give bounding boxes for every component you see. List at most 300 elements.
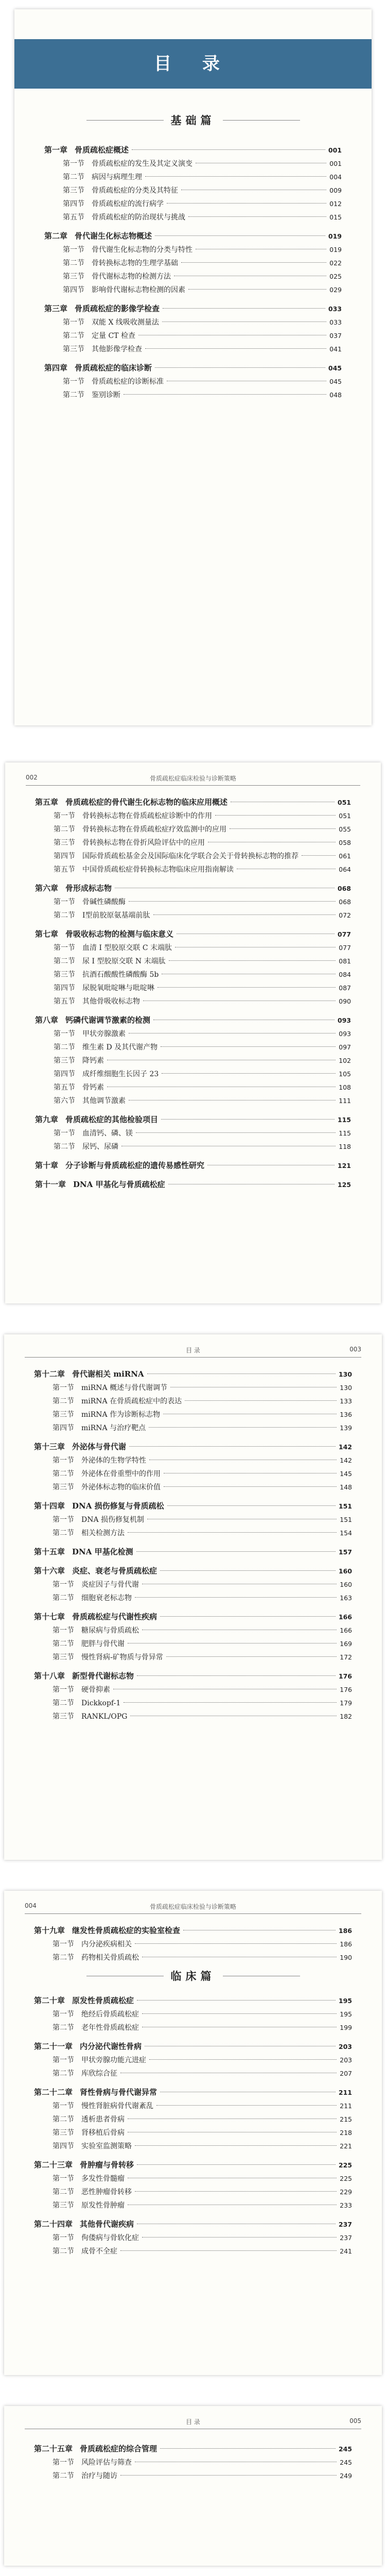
toc-section-entry (44, 211, 342, 224)
toc-leader (188, 216, 326, 217)
toc-number: 第十七章 (34, 1612, 65, 1621)
toc-section-entry (34, 2245, 352, 2258)
toc-title: 尿钙、尿磷 (82, 1143, 118, 1151)
toc-section-entry (34, 1697, 352, 1710)
toc-leader (129, 1446, 336, 1447)
toc-section-entry (34, 2054, 352, 2067)
part-title: 基础篇 (170, 114, 216, 127)
toc-section-entry (44, 343, 342, 356)
toc-page-number: 160 (340, 1581, 352, 1588)
toc-leader (135, 1597, 337, 1598)
toc-number: 第二节 (54, 911, 75, 920)
toc-title: 骨转换标志物的生理学基础 (92, 259, 178, 267)
toc-page-number: 199 (340, 2024, 352, 2031)
toc-title: 肥胖与骨代谢 (81, 1640, 125, 1648)
toc-number: 第五章 (35, 798, 59, 807)
toc-chapter-entry (34, 1440, 352, 1454)
toc-page-number: 025 (329, 273, 342, 280)
toc-number: 第二节 (54, 825, 75, 834)
toc-section-entry (35, 1140, 351, 1154)
toc-page-number: 249 (340, 2472, 352, 2480)
paper-sheet (4, 2406, 382, 2566)
toc-number: 第四节 (54, 984, 75, 992)
toc-page-number: 157 (338, 1548, 352, 1556)
toc-page-number: 115 (337, 1116, 351, 1124)
toc-title: DNA 损伤修复与骨质疏松 (72, 1501, 164, 1511)
toc-title: 外泌体标志物的临床价值 (81, 1483, 161, 1492)
toc-title: 骨转换标志物在骨质疏松症诊断中的作用 (82, 812, 212, 820)
toc-number: 第二十三章 (34, 2160, 73, 2170)
toc-page-number: 115 (339, 1129, 351, 1137)
toc-section-entry (35, 823, 351, 836)
toc-number: 第三节 (52, 2201, 74, 2210)
toc-title: 鉴别诊断 (92, 391, 120, 399)
toc-section-entry (35, 968, 351, 981)
toc-title: 骨质疏松症的发生及其定义演变 (92, 160, 192, 168)
toc-list (35, 790, 351, 1192)
toc-section-entry (34, 2113, 352, 2126)
toc-number: 第一节 (52, 1581, 74, 1589)
toc-number: 第四节 (54, 852, 75, 860)
toc-number: 第一节 (52, 1456, 74, 1465)
toc-list (34, 1989, 352, 2258)
toc-number: 第一节 (52, 1626, 74, 1635)
toc-number: 第二节 (52, 2024, 74, 2032)
toc-title: 糖尿病与骨质疏松 (81, 1626, 139, 1635)
toc-page-number: 087 (339, 984, 351, 992)
toc-title: 定量 CT 检查 (92, 332, 135, 340)
toc-list (44, 138, 342, 402)
toc-leader (156, 2105, 337, 2106)
toc-title: miRNA 作为诊断标志物 (81, 1411, 161, 1419)
toc-section-entry (34, 1578, 352, 1591)
toc-list (34, 1919, 352, 1964)
toc-number: 第二节 (54, 1043, 75, 1052)
toc-section-entry (34, 1421, 352, 1435)
toc-number: 第十六章 (34, 1566, 65, 1575)
toc-leader (136, 1551, 336, 1552)
toc-title: 成骨不全症 (81, 2247, 117, 2256)
toc-page-number: 176 (340, 1686, 352, 1693)
toc-section-entry (35, 995, 351, 1008)
toc-number: 第二章 (44, 231, 68, 241)
toc-number: 第三节 (54, 1057, 75, 1065)
toc-chapter-entry (35, 795, 351, 809)
toc-number: 第十三章 (34, 1442, 65, 1451)
toc-chapter-entry (35, 1159, 351, 1173)
toc-section-entry (44, 197, 342, 211)
toc-page-number: 041 (329, 345, 342, 353)
toc-number: 第十五章 (34, 1547, 65, 1556)
toc-number: 第一章 (44, 145, 68, 155)
toc-page-number: 001 (329, 160, 342, 167)
toc-page-number: 064 (339, 866, 351, 873)
toc-leader (157, 987, 336, 988)
toc-page-number: 045 (328, 364, 342, 372)
toc-leader (166, 1656, 337, 1657)
toc-title: 骨代谢标志物的检测方法 (92, 273, 171, 281)
toc-title: 内分泌疾病相关 (81, 1940, 132, 1948)
toc-page-number: 081 (339, 957, 351, 965)
toc-number: 第二节 (52, 2115, 74, 2124)
toc-number: 第一节 (52, 1940, 74, 1948)
toc-title: 多发性骨髓瘤 (81, 2175, 125, 2183)
toc-section-entry (35, 941, 351, 955)
toc-number: 第二节 (63, 173, 84, 181)
toc-leader (162, 1073, 336, 1074)
toc-title: 骨质疏松症的影像学检查 (75, 304, 160, 313)
toc-number: 第十一章 (35, 1180, 66, 1189)
toc-number: 第四章 (44, 363, 68, 372)
toc-title: 炎症因子与骨代谢 (81, 1581, 139, 1589)
toc-section-entry (34, 1481, 352, 1494)
toc-page-5 (0, 2401, 386, 2571)
toc-page-number: 045 (329, 378, 342, 385)
toc-leader (155, 367, 325, 368)
toc-chapter-entry (35, 927, 351, 941)
toc-leader (164, 1486, 337, 1487)
toc-title: 佝偻病与骨软化症 (81, 2234, 139, 2242)
toc-leader (155, 235, 325, 236)
toc-page-number: 211 (338, 2089, 352, 2096)
toc-number: 第二十二章 (34, 2088, 73, 2097)
toc-leader (302, 855, 336, 856)
toc-title: 实验室监测策略 (81, 2142, 132, 2150)
toc-page-number: 211 (340, 2102, 352, 2110)
toc-title: 慢性肾病-矿物质与骨异常 (81, 1653, 163, 1662)
toc-number: 第二节 (63, 391, 84, 399)
toc-section-entry (44, 270, 342, 283)
toc-leader (153, 914, 336, 915)
toc-leader (215, 815, 336, 816)
toc-chapter-entry (34, 1564, 352, 1578)
page-folio: 002 (26, 774, 38, 781)
toc-page-number: 176 (338, 1672, 352, 1680)
toc-page-number: 221 (340, 2142, 352, 2150)
toc-title: 新型骨代谢标志物 (72, 1671, 134, 1681)
toc-section-entry (34, 1938, 352, 1951)
toc-section-entry (34, 1467, 352, 1481)
toc-number: 第二节 (52, 2070, 74, 2078)
toc-title: 风险评估与筛查 (81, 2459, 132, 2467)
toc-chapter-entry (34, 1545, 352, 1559)
toc-title: 血清钙、磷、镁 (82, 1129, 133, 1138)
toc-leader (163, 308, 325, 309)
toc-number: 第二节 (63, 332, 84, 340)
toc-page-number: 048 (329, 391, 342, 399)
toc-section-entry (34, 2140, 352, 2153)
toc-page-number: 151 (340, 1516, 352, 1523)
toc-title: 骨质疏松症的流行病学 (92, 200, 164, 208)
toc-section-entry (35, 850, 351, 863)
toc-section-entry (35, 895, 351, 909)
toc-number: 第九章 (35, 1115, 59, 1124)
toc-chapter-entry (34, 2086, 352, 2099)
toc-page-number: 019 (328, 232, 342, 240)
toc-leader (135, 1943, 337, 1944)
toc-section-entry (44, 184, 342, 197)
toc-title: 病因与病理生理 (92, 173, 142, 181)
toc-section-entry (44, 375, 342, 388)
toc-page-number: 179 (340, 1699, 352, 1707)
toc-number: 第一节 (63, 246, 84, 254)
part-heading-clinical (4, 1968, 382, 1984)
toc-leader (137, 1675, 336, 1676)
toc-chapter-entry (34, 1669, 352, 1683)
toc-page-number: 058 (339, 839, 351, 846)
toc-page-number: 012 (329, 200, 342, 208)
toc-number: 第十九章 (34, 1926, 65, 1935)
toc-number: 第十八章 (34, 1671, 65, 1681)
toc-page-number: 195 (340, 2010, 352, 2018)
toc-title: DNA 损伤修复机制 (81, 1516, 145, 1524)
toc-number: 第三节 (52, 2129, 74, 2137)
toc-section-entry (35, 836, 351, 850)
toc-number: 第三节 (52, 1713, 74, 1721)
toc-section-entry (34, 2456, 352, 2469)
toc-title: 老年性骨质疏松症 (81, 2024, 139, 2032)
toc-page-4 (0, 1886, 386, 2380)
toc-page-number: 061 (339, 852, 351, 860)
toc-page-number: 241 (340, 2247, 352, 2255)
toc-number: 第二节 (63, 259, 84, 267)
toc-number: 第三节 (63, 187, 84, 195)
toc-number: 第三节 (54, 971, 75, 979)
toc-section-entry (35, 1081, 351, 1094)
toc-page-number: 142 (338, 1443, 352, 1451)
toc-title: 外泌体的生物学特性 (81, 1456, 146, 1465)
toc-section-entry (34, 1951, 352, 1964)
toc-leader (129, 901, 336, 902)
toc-title: 硬骨抑素 (81, 1686, 110, 1694)
toc-section-entry (34, 2099, 352, 2113)
toc-title: 恶性肿瘤骨转移 (81, 2188, 132, 2196)
toc-section-entry (35, 955, 351, 968)
toc-number: 第十章 (35, 1161, 59, 1170)
toc-section-entry (34, 2172, 352, 2185)
toc-page-number: 130 (340, 1384, 352, 1392)
toc-number: 第一节 (52, 2010, 74, 2019)
toc-number: 第五节 (54, 997, 75, 1006)
toc-page-number: 154 (340, 1529, 352, 1537)
paper-sheet (5, 762, 381, 1303)
toc-section-entry (34, 1408, 352, 1421)
toc-title: 骨转换标志物在骨折风险评估中的应用 (82, 839, 205, 847)
toc-title: 透析患者骨病 (81, 2115, 125, 2124)
toc-title: 骨质疏松症的诊断标准 (92, 378, 164, 386)
toc-page-number: 215 (340, 2115, 352, 2123)
toc-leader (128, 1532, 337, 1533)
toc-chapter-entry (35, 1178, 351, 1192)
toc-title: 骨质疏松症的分类及其特征 (92, 187, 178, 195)
toc-page-number: 051 (337, 799, 351, 806)
toc-title: 骨代谢生化标志物概述 (75, 231, 152, 241)
toc-page-3 (0, 1329, 386, 1865)
toc-leader (135, 2145, 337, 2146)
toc-section-entry (35, 809, 351, 823)
toc-page-number: 151 (338, 1502, 352, 1510)
toc-title: 影响骨代谢标志物检测的因素 (92, 286, 185, 294)
toc-number: 第三节 (52, 1411, 74, 1419)
toc-title: miRNA 与治疗靶点 (81, 1424, 146, 1432)
toc-leader (136, 1132, 336, 1133)
toc-page-number: 139 (340, 1424, 352, 1432)
toc-title: 内分泌代谢性骨病 (80, 2042, 142, 2051)
toc-title: 继发性骨质疏松症的实验室检查 (72, 1926, 181, 1935)
toc-page-number: 108 (339, 1083, 351, 1091)
toc-page-number: 051 (339, 812, 351, 820)
toc-number: 第一节 (52, 2459, 74, 2467)
toc-section-entry (34, 1454, 352, 1467)
toc-section-entry (44, 316, 342, 329)
toc-section-entry (34, 1395, 352, 1408)
toc-page-number: 102 (339, 1057, 351, 1064)
toc-number: 第二十章 (34, 1996, 65, 2005)
toc-page-number: 090 (339, 997, 351, 1005)
toc-number: 第二节 (52, 1397, 74, 1405)
toc-chapter-entry (34, 1367, 352, 1381)
toc-page-2 (0, 757, 386, 1309)
toc-section-entry (35, 909, 351, 922)
running-head: 骨质疏松症临床检验与诊断策略 (149, 1903, 236, 1910)
toc-page-number: 148 (340, 1483, 352, 1491)
toc-section-entry (44, 171, 342, 184)
toc-leader (135, 2191, 337, 2192)
toc-page-number: 160 (338, 1567, 352, 1575)
toc-title: 肾性骨病与骨代谢异常 (80, 2088, 157, 2097)
toc-page-number: 166 (338, 1613, 352, 1621)
toc-number: 第三节 (63, 345, 84, 353)
toc-title: 慢性肾脏病骨代谢紊乱 (81, 2102, 153, 2110)
toc-number: 第一节 (52, 2056, 74, 2064)
toc-title: 库欣综合征 (81, 2070, 117, 2078)
toc-title: 细胞衰老标志物 (81, 1594, 132, 1602)
toc-section-entry (34, 1591, 352, 1605)
toc-title: 维生素 D 及其代谢产物 (82, 1043, 158, 1052)
toc-section-entry (44, 157, 342, 171)
toc-section-entry (34, 1710, 352, 1723)
toc-number: 第十二章 (34, 1369, 65, 1379)
toc-page-number: 190 (340, 1954, 352, 1961)
toc-page-number: 130 (338, 1370, 352, 1378)
toc-number: 第四节 (52, 2142, 74, 2150)
toc-title: 分子诊断与骨质疏松症的遗传易感性研究 (65, 1161, 205, 1170)
toc-page-number: 015 (329, 213, 342, 221)
toc-title: 成纤维细胞生长因子 23 (82, 1070, 159, 1078)
toc-number: 第四节 (54, 1070, 75, 1078)
paper-sheet (4, 1334, 382, 1860)
toc-leader (230, 828, 336, 829)
toc-heading: 目 录 (154, 54, 232, 74)
toc-page-number: 225 (338, 2161, 352, 2169)
toc-leader (161, 1046, 336, 1047)
toc-title: 其他骨代谢疾病 (80, 2219, 134, 2229)
toc-section-entry (34, 2126, 352, 2140)
toc-chapter-entry (44, 302, 342, 316)
toc-page-number: 207 (340, 2070, 352, 2077)
toc-number: 第二节 (52, 2247, 74, 2256)
toc-leader (120, 2475, 337, 2476)
toc-title: 其他骨吸收标志物 (82, 997, 140, 1006)
toc-leader (120, 2250, 337, 2251)
toc-chapter-entry (44, 143, 342, 157)
toc-title: 治疗与随访 (81, 2472, 117, 2480)
toc-page-number: 105 (339, 1070, 351, 1078)
toc-number: 第二节 (54, 1143, 75, 1151)
toc-leader (149, 2059, 337, 2060)
toc-title: 尿脱氧吡啶啉与吡啶啉 (82, 984, 154, 992)
toc-title: 双能 X 线吸收测量法 (92, 318, 159, 327)
toc-page-number: 218 (340, 2129, 352, 2137)
toc-number: 第一节 (52, 1516, 74, 1524)
toc-number: 第一节 (63, 378, 84, 386)
toc-leader (160, 1616, 336, 1617)
toc-number: 第一节 (52, 1384, 74, 1392)
toc-leader (167, 1505, 336, 1506)
toc-section-entry (44, 329, 342, 343)
toc-title: 骨吸收标志物的检测与临床意义 (65, 929, 174, 939)
toc-page-number: 093 (339, 1030, 351, 1038)
toc-number: 第一节 (54, 812, 75, 820)
toc-leader (137, 2164, 336, 2165)
toc-title: 骨钙素 (82, 1083, 104, 1092)
toc-title: 药物相关骨质疏松 (81, 1954, 139, 1962)
toc-leader (167, 203, 326, 204)
toc-page-number: 145 (340, 1470, 352, 1478)
toc-page-number: 072 (339, 911, 351, 919)
toc-title: 甲状旁腺激素 (82, 1030, 126, 1038)
toc-title: 外泌体在骨重塑中的作用 (81, 1470, 161, 1478)
toc-page-number: 121 (337, 1162, 351, 1170)
toc-number: 第一节 (54, 944, 75, 952)
toc-title: DNA 甲基化与骨质疏松症 (73, 1180, 165, 1189)
toc-leader (169, 960, 336, 961)
toc-title: 炎症、衰老与骨质疏松症 (72, 1566, 157, 1575)
toc-leader (181, 262, 326, 263)
toc-banner (14, 39, 372, 89)
toc-number: 第二十四章 (34, 2219, 73, 2229)
toc-number: 第四节 (52, 1424, 74, 1432)
toc-number: 第三章 (44, 304, 68, 313)
toc-page-number: 195 (338, 1997, 352, 2005)
toc-title: 甲状旁腺功能亢进症 (81, 2056, 146, 2064)
toc-page-number: 225 (340, 2175, 352, 2182)
toc-leader (161, 1119, 335, 1120)
toc-number: 第四节 (63, 200, 84, 208)
toc-leader (160, 1570, 336, 1571)
toc-section-entry (44, 388, 342, 402)
toc-chapter-entry (34, 2217, 352, 2231)
toc-section-entry (44, 243, 342, 257)
toc-chapter-entry (35, 1013, 351, 1027)
toc-number: 第二节 (52, 1594, 74, 1602)
toc-title: Ⅰ型前胶原氨基端前肽 (82, 911, 150, 920)
toc-section-entry (35, 1041, 351, 1054)
toc-page-number: 068 (337, 885, 351, 892)
part-heading-basic (14, 112, 372, 128)
toc-page-number: 009 (329, 187, 342, 194)
toc-leader (124, 394, 326, 395)
toc-page-number: 001 (328, 146, 342, 154)
toc-page-number: 186 (340, 1940, 352, 1948)
toc-section-entry (35, 981, 351, 995)
toc-leader (149, 1427, 337, 1428)
toc-number: 第三节 (52, 1483, 74, 1492)
toc-title: 钙磷代谢调节激素的检测 (65, 1015, 151, 1025)
toc-section-entry (35, 1127, 351, 1140)
toc-section-entry (34, 1527, 352, 1540)
toc-number: 第二十五章 (34, 2444, 73, 2453)
